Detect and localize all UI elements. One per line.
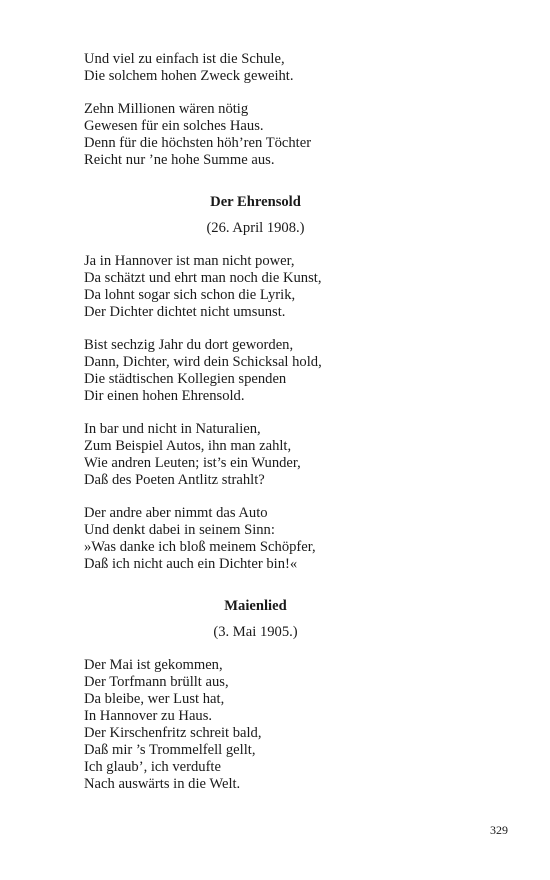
poem-line: Der andre aber nimmt das Auto [84,505,268,521]
poem-line: Daß mir ’s Trommelfell gellt, [84,742,256,758]
poem-line: Zehn Millionen wären nötig [84,101,249,117]
poem-date: (26. April 1908.) [206,220,305,236]
poem-line: Dann, Dichter, wird dein Schicksal hold, [84,354,322,370]
poem-line: Daß des Poeten Antlitz strahlt? [84,472,265,488]
poem-line: Da lohnt sogar sich schon die Lyrik, [84,287,296,303]
poem-line: Gewesen für ein solches Haus. [84,118,264,134]
poem-title: Der Ehrensold [210,194,301,210]
poem-line: Der Kirschenfritz schreit bald, [84,725,262,741]
poem-date: (3. Mai 1905.) [213,624,298,640]
poem-line: »Was danke ich bloß meinem Schöpfer, [84,539,316,555]
poem-line: Der Torfmann brüllt aus, [84,674,229,690]
page-number: 329 [490,823,508,837]
poem-line: Nach auswärts in die Welt. [84,776,241,792]
poem-line: Und viel zu einfach ist die Schule, [84,51,285,67]
poem-line: Der Mai ist gekommen, [84,657,223,673]
poem-line: Der Dichter dichtet nicht umsunst. [84,304,286,320]
poem-line: Bist sechzig Jahr du dort geworden, [84,337,294,353]
poem-line: Da schätzt und ehrt man noch die Kunst, [84,270,322,286]
poem-title: Maienlied [224,598,287,614]
poem-line: Zum Beispiel Autos, ihn man zahlt, [84,438,292,454]
poem-line: Dir einen hohen Ehrensold. [84,388,245,404]
poem-line: Wie andren Leuten; ist’s ein Wunder, [84,455,301,471]
poem-line: In bar und nicht in Naturalien, [84,421,261,437]
poem-line: Da bleibe, wer Lust hat, [84,691,225,707]
poem-line: Ja in Hannover ist man nicht power, [84,253,295,269]
poem-line: Und denkt dabei in seinem Sinn: [84,522,275,538]
poem-line: Die solchem hohen Zweck geweiht. [84,68,294,84]
poem-line: Die städtischen Kollegien spenden [84,371,287,387]
poem-line: Daß ich nicht auch ein Dichter bin!« [84,556,298,572]
poem-line: Denn für die höchsten höh’ren Töchter [84,135,312,151]
poem-line: Ich glaub’, ich verdufte [84,759,221,775]
poem-line: In Hannover zu Haus. [84,708,213,724]
poem-line: Reicht nur ’ne hohe Summe aus. [84,152,275,168]
